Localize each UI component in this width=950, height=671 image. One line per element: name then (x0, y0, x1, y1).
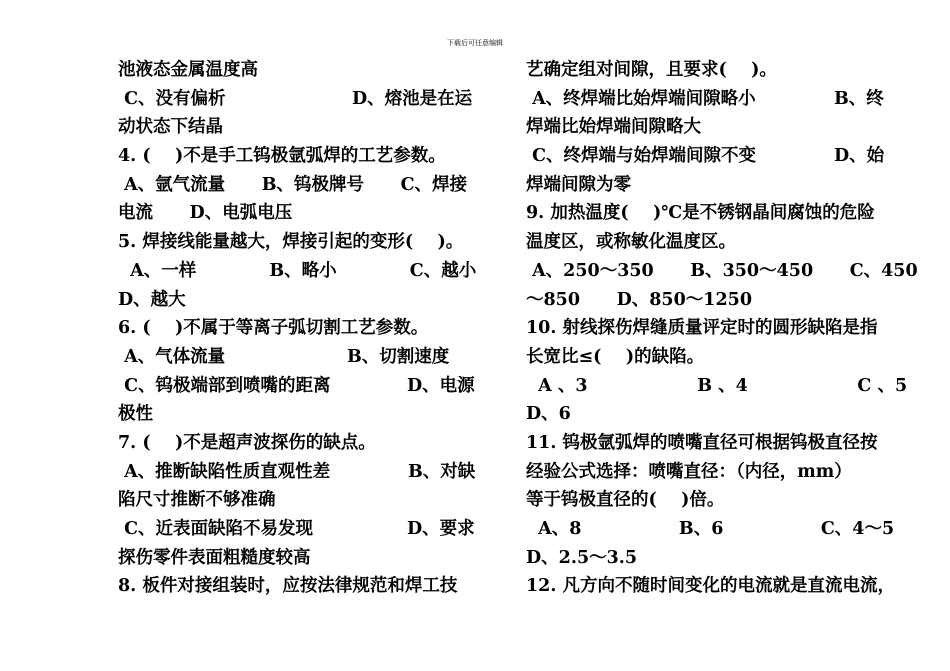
text-line: 长宽比≤( )的缺陷。 (526, 346, 705, 367)
question-11: 11. 钨极氩弧焊的喷嘴直径可根据钨极直径按 (526, 432, 878, 453)
option-line: A、氩气流量 B、钨极牌号 C、焊接 (118, 174, 467, 195)
question-8: 8. 板件对接组装时，应按法律规范和焊工技 (118, 576, 458, 597)
option-line: D、6 (526, 404, 571, 425)
text-line: 温度区，或称敏化温度区。 (526, 232, 736, 253)
option-line: A、8 B、6 C、4～5 (526, 519, 895, 539)
option-line: A 、3 B 、4 C 、5 (526, 375, 908, 396)
option-line: A、250～350 B、350～450 C、450 (526, 260, 918, 281)
option-line: A、推断缺陷性质直观性差 B、对缺 (118, 461, 476, 482)
option-line: ～850 D、850～1250 (526, 289, 752, 310)
left-column (118, 56, 483, 601)
page-header: 下载后可任意编辑 (447, 39, 503, 47)
option-line: C、钨极端部到喷嘴的距离 D、电源 (118, 375, 475, 396)
option-line: 电流 D、电弧电压 (118, 203, 293, 224)
text-line: 等于钨极直径的( )倍。 (526, 490, 725, 511)
question-10: 10. 射线探伤焊缝质量评定时的圆形缺陷是指 (526, 318, 878, 339)
option-line: A、终焊端比始焊端间隙略小 B、终 (526, 88, 884, 109)
option-line: C、终焊端与始焊端间隙不变 D、始 (526, 146, 885, 167)
option-line: C、近表面缺陷不易发现 D、要求 (118, 519, 475, 539)
option-line: C、没有偏析 D、熔池是在运 (118, 88, 473, 109)
question-5: 5. 焊接线能量越大，焊接引起的变形( )。 (118, 232, 464, 253)
text-line: 探伤零件表面粗糙度较高 (118, 547, 311, 568)
text-line: 池液态金属温度高 (118, 60, 258, 80)
text-line: 焊端间隙为零 (526, 174, 631, 195)
text-line: 艺确定组对间隙，且要求( )。 (526, 60, 777, 80)
option-line: D、2.5～3.5 (526, 547, 638, 568)
text-line: 焊端比始焊端间隙略大 (526, 117, 701, 138)
option-line: D、越大 (118, 289, 186, 310)
question-4: 4. ( )不是手工钨极氩弧焊的工艺参数。 (118, 146, 446, 167)
text-line: 经验公式选择：喷嘴直径：（内径，mm） (526, 461, 852, 482)
text-line: 陷尺寸推断不够准确 (118, 490, 276, 511)
question-6: 6. ( )不属于等离子弧切割工艺参数。 (118, 318, 429, 339)
right-column (526, 56, 918, 601)
question-7: 7. ( )不是超声波探伤的缺点。 (118, 432, 376, 453)
text-line: 极性 (118, 404, 153, 425)
option-line: A、气体流量 B、切割速度 (118, 346, 450, 367)
text-line: 动状态下结晶 (118, 117, 223, 138)
question-9: 9. 加热温度( )℃是不锈钢晶间腐蚀的危险 (526, 203, 875, 224)
question-12: 12. 凡方向不随时间变化的电流就是直流电流， (526, 576, 896, 597)
option-line: A、一样 B、略小 C、越小 (118, 260, 477, 281)
